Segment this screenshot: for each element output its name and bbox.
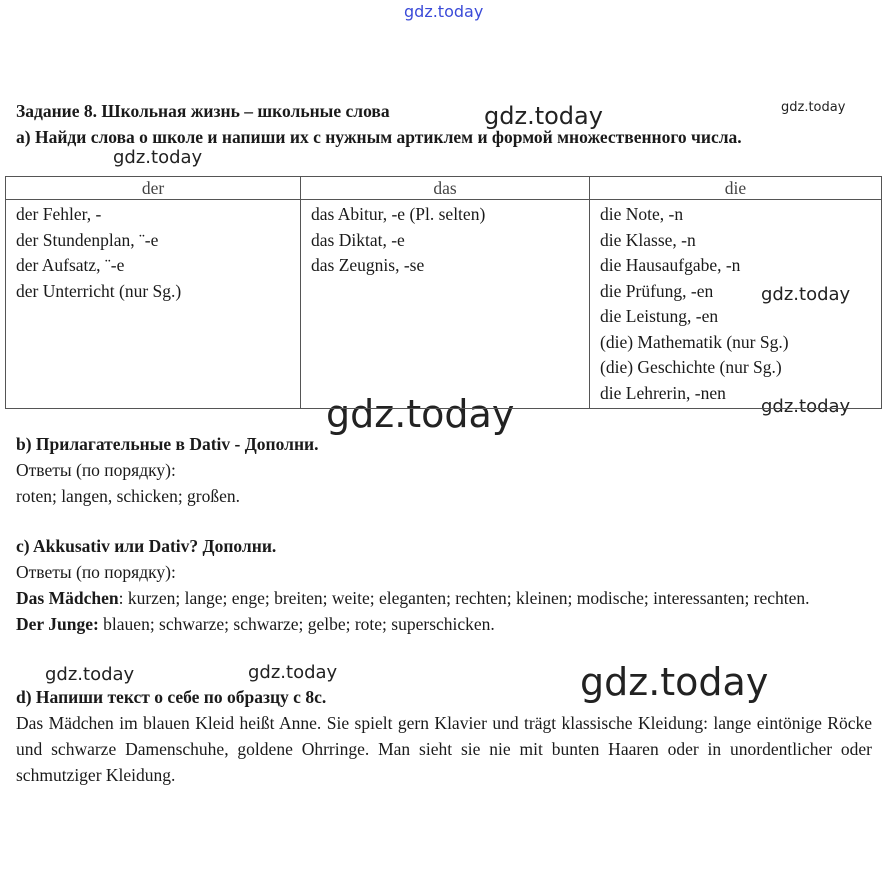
column-header-der: der xyxy=(6,177,301,200)
task-title: Задание 8. Школьная жизнь – школьные слова xyxy=(16,101,390,121)
column-header-das: das xyxy=(301,177,590,200)
list-item: die Prüfung, -en xyxy=(600,280,714,301)
list-item: (die) Mathematik (nur Sg.) xyxy=(600,331,789,352)
boy-label: Der Junge: xyxy=(16,614,99,634)
girl-label: Das Mädchen xyxy=(16,588,119,608)
part-c-girl xyxy=(16,585,872,611)
list-item: die Klasse, -n xyxy=(600,229,696,250)
list-item: der Fehler, - xyxy=(16,204,102,224)
watermark-top[interactable]: gdz.today xyxy=(404,2,484,21)
list-item: die Lehrerin, -nen xyxy=(600,382,726,403)
list-item: die Note, -n xyxy=(600,204,684,224)
watermark: gdz.today xyxy=(484,102,603,130)
list-item: die Leistung, -en xyxy=(600,306,719,326)
girl-answers: : kurzen; lange; enge; breiten; weite; eleganten; rechten; kleinen; modische; interessanten; rechten. xyxy=(118,588,810,608)
part-b-answers: roten; langen, schicken; großen. xyxy=(16,486,241,506)
list-item: der Unterricht (nur Sg.) xyxy=(16,280,182,301)
boy-answers: blauen; schwarze; schwarze; gelbe; rote; superschicken. xyxy=(98,614,495,634)
list-item: das Diktat, -e xyxy=(311,229,405,250)
part-d-text: Das Mädchen im blauen Kleid heißt Anne. Sie spielt gern Klavier und trägt klassische Kleidung: lange eintönige Röcke und schwarze Damenschuhe, goldene Ohrringe. Man sieht sie nie mit bunten Haaren oder in unordentlicher oder schmutziger Kleidung. xyxy=(16,713,872,785)
list-item: (die) Geschichte (nur Sg.) xyxy=(600,357,782,377)
part-d xyxy=(16,684,872,788)
part-b-answers-label: Ответы (по порядку): xyxy=(16,460,176,480)
part-c xyxy=(16,533,872,637)
column-das xyxy=(301,200,590,409)
list-item: das Abitur, -e (Pl. selten) xyxy=(311,204,486,224)
watermark: gdz.today xyxy=(113,147,203,168)
words-table xyxy=(5,176,882,409)
list-item: die Hausaufgabe, -n xyxy=(600,255,741,275)
column-der xyxy=(6,200,301,409)
watermark: gdz.today xyxy=(781,100,846,115)
watermark: gdz.today xyxy=(45,664,135,685)
task-header xyxy=(16,98,872,150)
part-c-heading: c) Akkusativ или Dativ? Дополни. xyxy=(16,536,277,556)
list-item: das Zeugnis, -se xyxy=(311,255,425,275)
part-b xyxy=(16,431,872,509)
part-c-boy xyxy=(16,611,872,637)
part-a-heading: а) Найди слова о школе и напиши их с нужным артиклем и формой множественного числа. xyxy=(16,127,742,147)
watermark: gdz.today xyxy=(761,396,851,417)
list-item: der Aufsatz, ¨-e xyxy=(16,255,125,275)
part-d-heading: d) Напиши текст о себе по образцу с 8c. xyxy=(16,687,327,707)
watermark: gdz.today xyxy=(326,392,515,436)
watermark: gdz.today xyxy=(761,284,851,305)
watermark: gdz.today xyxy=(248,662,338,683)
watermark: gdz.today xyxy=(580,660,769,704)
part-c-answers-label: Ответы (по порядку): xyxy=(16,562,176,582)
column-die xyxy=(590,200,882,409)
list-item: der Stundenplan, ¨-e xyxy=(16,229,159,250)
part-b-heading: b) Прилагательные в Dativ - Дополни. xyxy=(16,434,319,454)
column-header-die: die xyxy=(590,177,882,200)
